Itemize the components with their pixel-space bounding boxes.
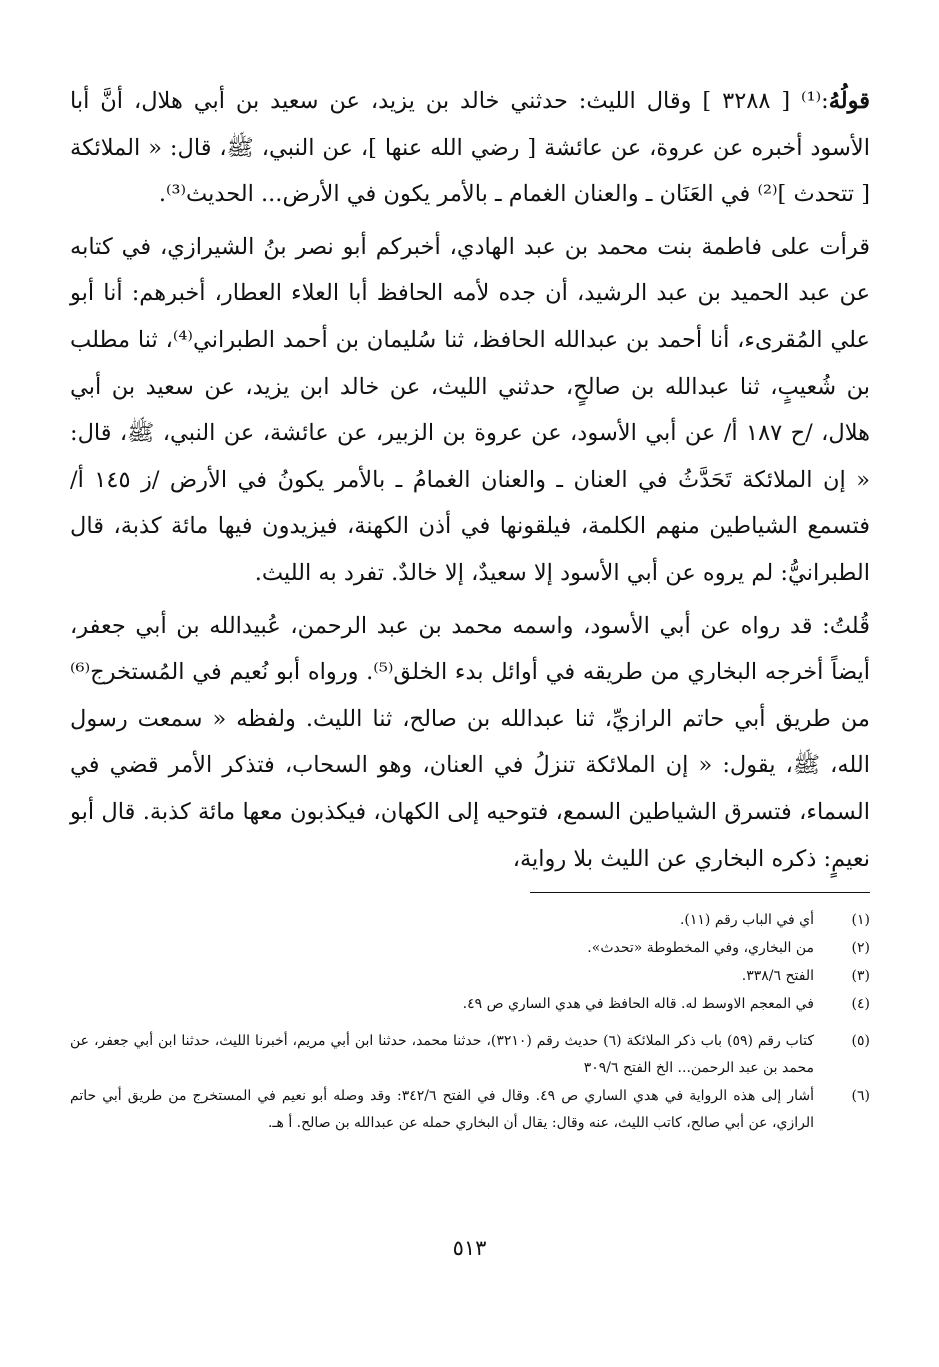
paragraph-1-text: :⁽¹⁾ [ ٣٢٨٨ ] وقال الليث: حدثني خالد بن يزيد، عن سعيد بن أبي هلال، أنَّ أبا الأسود أخبره عن عروة، عن عائشة [ رضي الله عنها ]، عن النبي، ﷺ، قال: « الملائكة [ تتحدث ]⁽²⁾ في العَنَان ـ والعنان الغمام ـ بالأمر يكون في الأرض... الحديث⁽³⁾. [70, 88, 870, 208]
footnote-5 [70, 1028, 870, 1082]
footnote-3 [70, 963, 870, 990]
paragraph-2 [70, 224, 870, 597]
paragraph-3 [70, 603, 870, 883]
footnote-1 [70, 907, 870, 934]
footnotes [70, 907, 870, 1137]
footnote-text: الفتح ٣٣٨/٦. [741, 968, 814, 985]
footnote-number: (٦) [851, 1088, 870, 1105]
heading-word: قولُهُ [828, 88, 871, 114]
footnote-divider [530, 892, 870, 893]
footnote-text: كتاب رقم (٥٩) باب ذكر الملائكة (٦) حديث رقم (٣٢١٠)، حدثنا محمد، حدثنا ابن أبي مريم، أخبرنا الليث، حدثنا ابن أبي جعفر، عن محمد بن عبد الرحمن... الخ الفتح ٣٠٩/٦ [70, 1033, 814, 1077]
footnote-text: في المعجم الاوسط له. قاله الحافظ في هدي الساري ص ٤٩. [462, 996, 814, 1013]
footnote-number: (١) [851, 912, 870, 929]
page-number: ٥١٣ [452, 1236, 487, 1260]
footnote-4 [70, 991, 870, 1018]
footnote-number: (٣) [851, 968, 870, 985]
footnote-text: من البخاري، وفي المخطوطة «تحدث». [587, 940, 814, 957]
footnote-number: (٤) [851, 996, 870, 1013]
page-content [70, 78, 870, 1137]
paragraph-3-text: قُلتُ: قد رواه عن أبي الأسود، واسمه محمد بن عبد الرحمن، عُبيدالله بن أبي جعفر، أيضاً أخرجه البخاري من طريقه في أوائل بدء الخلق⁽⁵⁾. ورواه أبو نُعيم في المُستخرج⁽⁶⁾ من طريق أبي حاتم الرازيِّ، ثنا عبدالله بن صالح، ثنا الليث. ولفظه « سمعت رسول الله، ﷺ، يقول: « إن الملائكة تنزلُ في العنان، وهو السحاب، فتذكر الأمر قضي في السماء، فتسرق الشياطين السمع، فتوحيه إلى الكهان، فيكذبون معها مائة كذبة. قال أبو نعيمٍ: ذكره البخاري عن الليث بلا رواية، [70, 612, 870, 872]
footnote-number: (٥) [851, 1033, 870, 1050]
footnote-6 [70, 1083, 870, 1137]
footnote-text: أي في الباب رقم (١١). [679, 912, 814, 929]
footnote-2 [70, 935, 870, 962]
footnote-text: أشار إلى هذه الرواية في هدي الساري ص ٤٩. وقال في الفتح ٣٤٢/٦: وقد وصله أبو نعيم في المستخرج من طريق أبي حاتم الرازي، عن أبي صالح، كاتب الليث، عنه وقال: يقال أن البخاري حمله عن عبدالله بن صالح. أ هـ. [70, 1088, 814, 1132]
footnote-number: (٢) [851, 940, 870, 957]
paragraph-2-text: قرأت على فاطمة بنت محمد بن عبد الهادي، أخبركم أبو نصر بنُ الشيرازي، في كتابه عن عبد الحميد بن عبد الرشيد، أن جده لأمه الحافظ أبا العلاء العطار، أخبرهم: أنا أبو علي المُقرىء، أنا أحمد بن عبدالله الحافظ، ثنا سُليمان بن أحمد الطبراني⁽⁴⁾، ثنا مطلب بن شُعيبٍ، ثنا عبدالله بن صالحٍ، حدثني الليث، عن خالد ابن يزيد، عن سعيد بن أبي هلال، /ح ١٨٧ أ/ عن أبي الأسود، عن عروة بن الزبير، عن عائشة، عن النبي، ﷺ، قال: « إن الملائكة تَحَدَّثُ في العنان ـ والعنان الغمامُ ـ بالأمر يكونُ في الأرض /ز ١٤٥ أ/ فتسمع الشياطين منهم الكلمة، فيلقونها في أذن الكهنة، فيزيدون فيها مائة كذبة، قال الطبرانيُّ: لم يروه عن أبي الأسود إلا سعيدٌ، إلا خالدٌ. تفرد به الليث. [70, 233, 870, 586]
paragraph-1 [70, 78, 870, 218]
